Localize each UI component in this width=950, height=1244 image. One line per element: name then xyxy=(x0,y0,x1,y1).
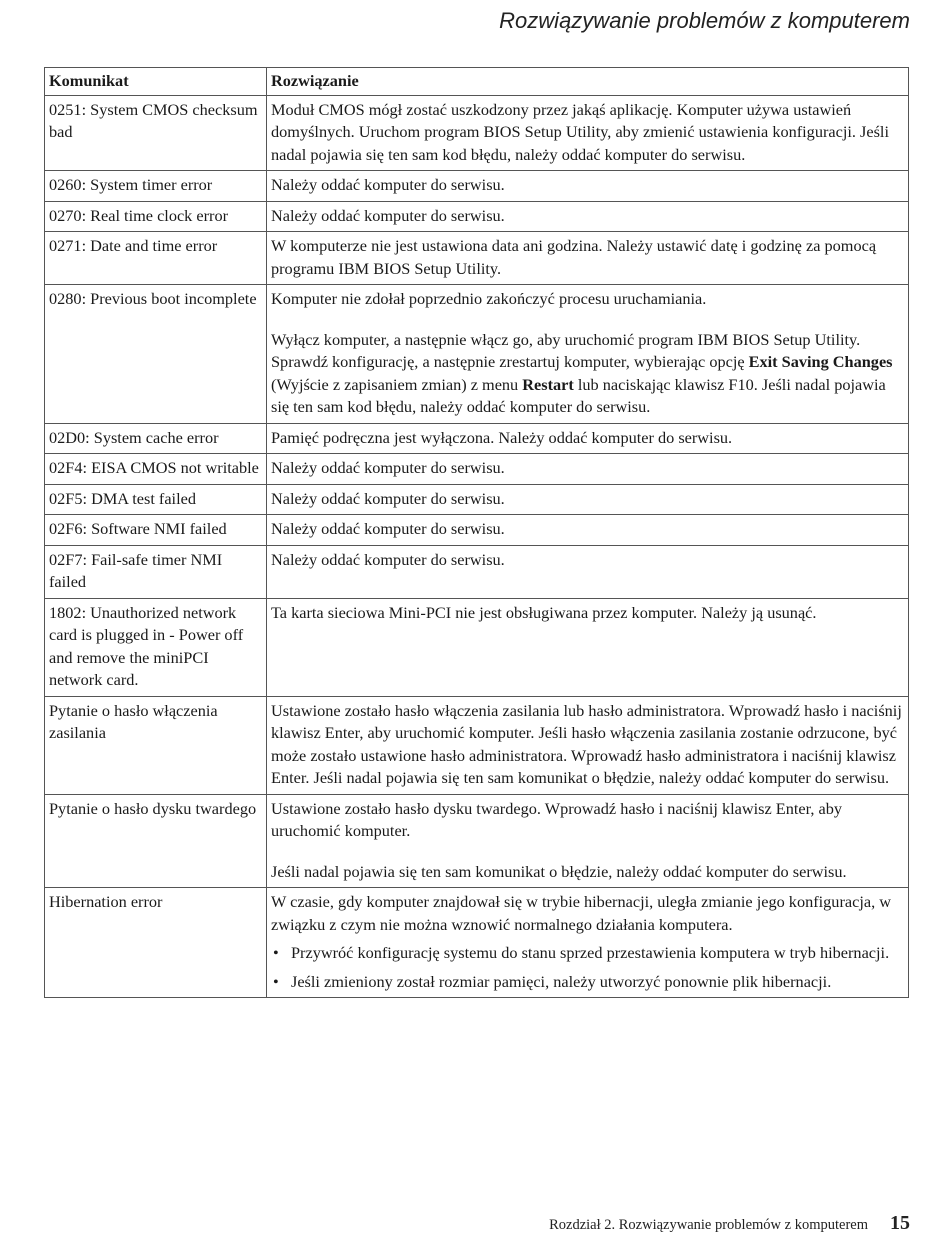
message-cell: 02F4: EISA CMOS not writable xyxy=(45,454,267,485)
solution-cell xyxy=(267,545,909,598)
solution-text: lub naciskając klawisz F10. Jeśli nadal pojawia się ten sam kod błędu, należy oddać komputer do serwisu. xyxy=(271,374,886,416)
solution-cell xyxy=(267,95,909,171)
message-cell: 0251: System CMOS checksum bad xyxy=(45,95,267,171)
table-row xyxy=(45,454,909,485)
solution-paragraph: Należy oddać komputer do serwisu. xyxy=(271,549,505,569)
column-header-solution: Rozwiązanie xyxy=(267,68,909,96)
table-row xyxy=(45,545,909,598)
list-item xyxy=(271,971,904,994)
table-row xyxy=(45,598,909,696)
message-cell: 0280: Previous boot incomplete xyxy=(45,285,267,424)
table-row xyxy=(45,232,909,285)
error-message-table xyxy=(44,67,909,998)
solution-paragraph: Ustawione zostało hasło dysku twardego. Wprowadź hasło i naciśnij klawisz Enter, aby uruchomić komputer. xyxy=(271,798,843,840)
list-item xyxy=(271,942,904,965)
page-number: 15 xyxy=(890,1212,910,1234)
page-header: Rozwiązywanie problemów z komputerem xyxy=(499,8,910,33)
solution-cell xyxy=(267,171,909,202)
column-header-message: Komunikat xyxy=(45,68,267,96)
message-cell: 1802: Unauthorized network card is plugged in - Power off and remove the miniPCI network card. xyxy=(45,598,267,696)
menu-name-restart: Restart xyxy=(522,374,574,394)
table-row xyxy=(45,171,909,202)
solution-cell xyxy=(267,484,909,515)
table-row xyxy=(45,201,909,232)
message-cell: Pytanie o hasło włączenia zasilania xyxy=(45,696,267,794)
message-cell: 02F5: DMA test failed xyxy=(45,484,267,515)
table-header-row xyxy=(45,68,909,96)
solution-cell xyxy=(267,454,909,485)
solution-paragraph: W czasie, gdy komputer znajdował się w trybie hibernacji, uległa zmianie jego konfiguracja, w związku z czym nie można wznowić normalnego działania komputera. xyxy=(271,892,891,934)
message-cell: 0260: System timer error xyxy=(45,171,267,202)
solution-paragraph: Ta karta sieciowa Mini-PCI nie jest obsługiwana przez komputer. Należy ją usunąć. xyxy=(271,602,817,622)
solution-paragraph: Należy oddać komputer do serwisu. xyxy=(271,488,505,508)
table-row xyxy=(45,423,909,454)
table-row xyxy=(45,888,909,998)
solution-cell xyxy=(267,423,909,454)
table-row xyxy=(45,285,909,424)
bullet-icon: • xyxy=(273,971,279,991)
solution-paragraph xyxy=(271,329,904,419)
message-cell: Pytanie o hasło dysku twardego xyxy=(45,794,267,888)
solution-paragraph: Komputer nie zdołał poprzednio zakończyć procesu uruchamiania. xyxy=(271,289,707,308)
list-item-text: Jeśli zmieniony został rozmiar pamięci, należy utworzyć ponownie plik hibernacji. xyxy=(291,971,832,991)
solution-cell xyxy=(267,598,909,696)
solution-bullet-list xyxy=(271,942,904,993)
solution-text: Wyłącz komputer, a następnie włącz go, aby uruchomić program IBM BIOS Setup Utility. Sprawdź konfigurację, a następnie zrestartuj komputer, wybierając opcję xyxy=(271,329,861,371)
message-cell: Hibernation error xyxy=(45,888,267,998)
table-row xyxy=(45,95,909,171)
table-row xyxy=(45,794,909,888)
solution-paragraph: Należy oddać komputer do serwisu. xyxy=(271,175,505,194)
message-cell: 0271: Date and time error xyxy=(45,232,267,285)
table-row xyxy=(45,484,909,515)
solution-paragraph: Należy oddać komputer do serwisu. xyxy=(271,519,505,538)
solution-paragraph: Należy oddać komputer do serwisu. xyxy=(271,205,505,225)
bullet-icon: • xyxy=(273,943,279,962)
solution-cell xyxy=(267,696,909,794)
solution-cell xyxy=(267,232,909,285)
message-cell: 02F6: Software NMI failed xyxy=(45,515,267,546)
solution-cell xyxy=(267,201,909,232)
solution-paragraph: Pamięć podręczna jest wyłączona. Należy oddać komputer do serwisu. xyxy=(271,427,733,447)
solution-cell xyxy=(267,515,909,546)
message-cell: 0270: Real time clock error xyxy=(45,201,267,232)
table-row xyxy=(45,696,909,794)
solution-paragraph: Moduł CMOS mógł zostać uszkodzony przez jakąś aplikację. Komputer używa ustawień domyślnych. Uruchom program BIOS Setup Utility, aby zmienić ustawienia konfiguracji. Jeśli nadal pojawia się ten sam kod błędu, należy oddać komputer do serwisu. xyxy=(271,99,889,164)
table-row xyxy=(45,515,909,546)
page-footer xyxy=(549,1212,910,1235)
solution-paragraph: W komputerze nie jest ustawiona data ani godzina. Należy ustawić datę i godzinę za pomocą programu IBM BIOS Setup Utility. xyxy=(271,236,877,278)
menu-option-exit-saving-changes: Exit Saving Changes xyxy=(748,352,893,371)
message-cell: 02D0: System cache error xyxy=(45,423,267,454)
solution-paragraph: Jeśli nadal pojawia się ten sam komunikat o błędzie, należy oddać komputer do serwisu. xyxy=(271,861,847,881)
solution-cell xyxy=(267,285,909,424)
solution-cell xyxy=(267,888,909,998)
list-item-text: Przywróć konfigurację systemu do stanu sprzed przestawienia komputera w tryb hibernacji. xyxy=(291,943,890,962)
message-cell: 02F7: Fail-safe timer NMI failed xyxy=(45,545,267,598)
solution-text: (Wyjście z zapisaniem zmian) z menu xyxy=(271,374,523,394)
footer-chapter: Rozdział 2. Rozwiązywanie problemów z komputerem xyxy=(549,1217,868,1233)
solution-paragraph: Ustawione zostało hasło włączenia zasilania lub hasło administratora. Wprowadź hasło i naciśnij klawisz Enter, aby uruchomić komputer. Jeśli hasło włączenia zasilania zostanie odrzucone, być może zostało ustawione hasło administratora. Wprowadź hasło administratora i naciśnij klawisz Enter. Jeśli nadal pojawia się ten sam komunikat o błędzie, należy oddać komputer do serwisu. xyxy=(271,700,902,787)
solution-paragraph: Należy oddać komputer do serwisu. xyxy=(271,458,505,477)
solution-cell xyxy=(267,794,909,888)
